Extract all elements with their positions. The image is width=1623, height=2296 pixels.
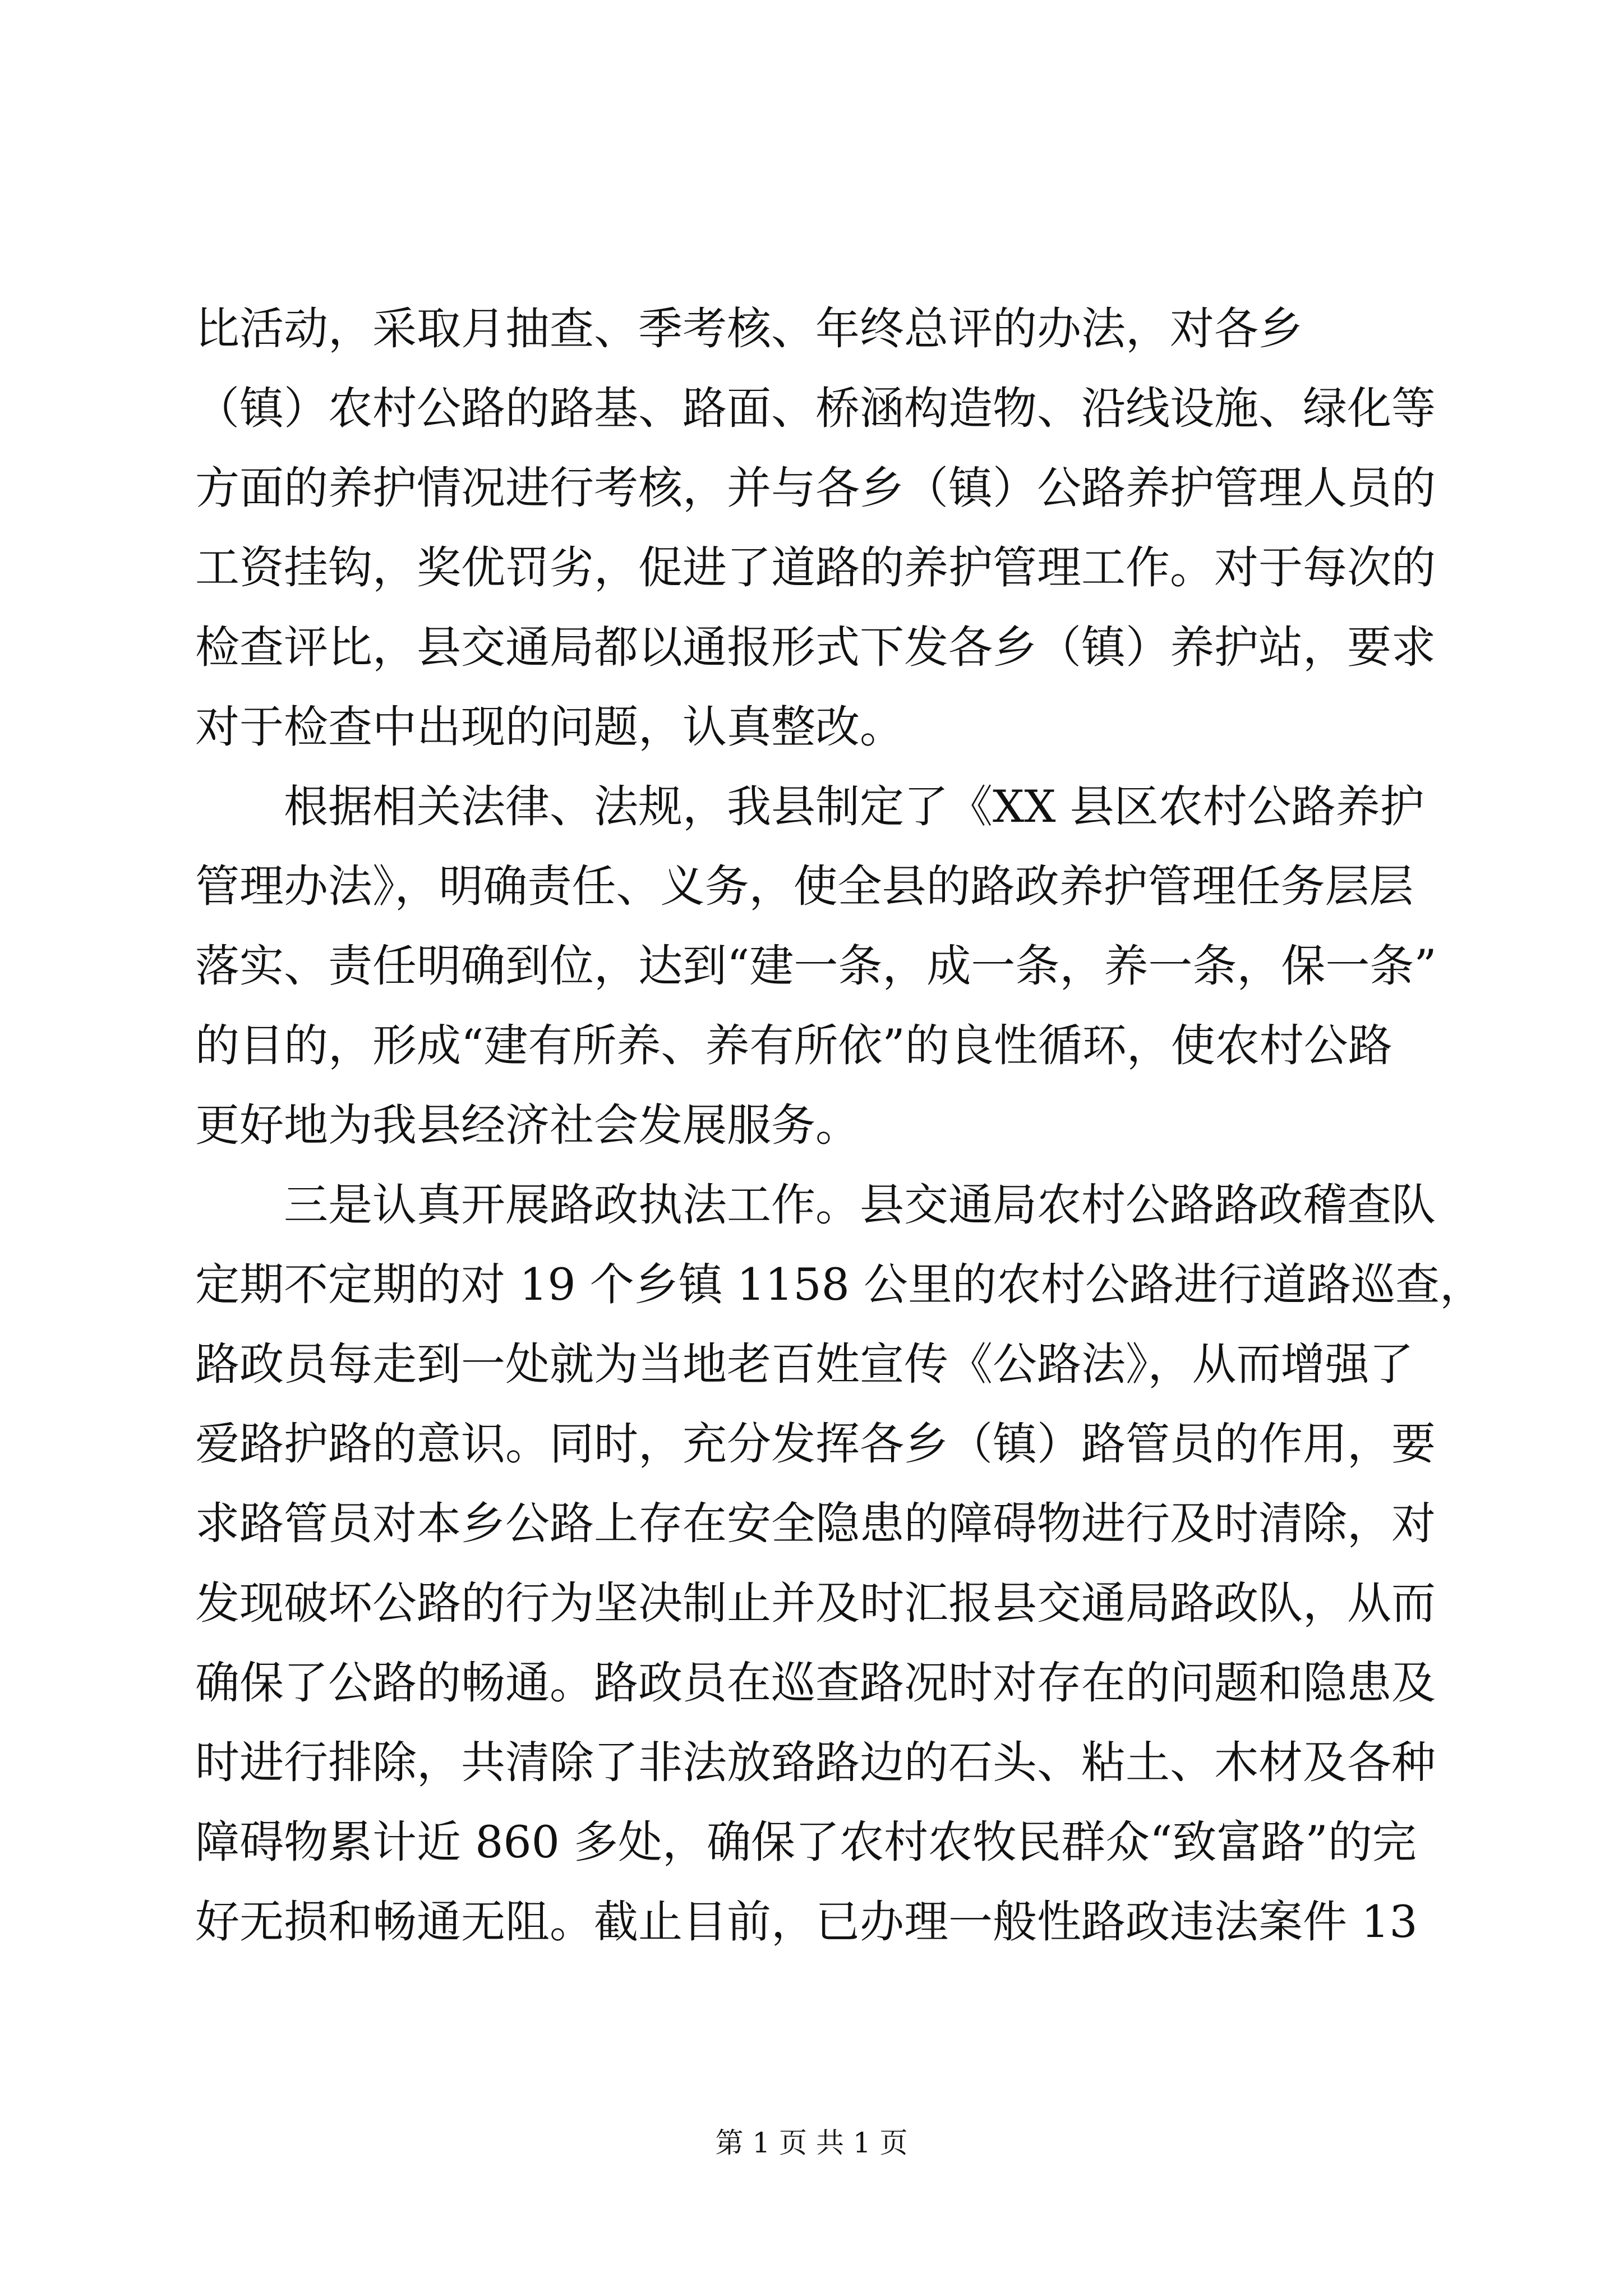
text-line: 求路管员对本乡公路上存在安全隐患的障碍物进行及时清除，对 [195,1498,1436,1549]
text-line: 路政员每走到一处就为当地老百姓宣传《公路法》，从而增强了 [195,1338,1414,1390]
paragraph-start-line: 根据相关法律、法规，我县制定了《XX 县区农村公路养护 [284,781,1424,832]
text-line: 发现破坏公路的行为坚决制止并及时汇报县交通局路政队，从而 [195,1577,1436,1629]
text-line: 对于检查中出现的问题，认真整改。 [195,701,904,753]
text-line: 好无损和畅通无阻。截止目前，已办理一般性路政违法案件 13 [195,1896,1418,1948]
text-line: 障碍物累计近 860 多处，确保了农村农牧民群众“致富路”的完 [195,1816,1417,1868]
text-line: 方面的养护情况进行考核，并与各乡（镇）公路养护管理人员的 [195,462,1436,514]
page-number-footer: 第 1 页 共 1 页 [715,2127,908,2159]
text-line: 检查评比，县交通局都以通报形式下发各乡（镇）养护站，要求 [195,622,1436,673]
text-line: 时进行排除，共清除了非法放臵路边的石头、粘土、木材及各种 [195,1737,1436,1788]
text-line: 落实、责任明确到位，达到“建一条，成一条，养一条，保一条” [195,940,1437,992]
text-line: 定期不定期的对 19 个乡镇 1158 公里的农村公路进行道路巡查， [195,1259,1484,1310]
text-line: 更好地为我县经济社会发展服务。 [195,1099,860,1151]
text-line: （镇）农村公路的路基、路面、桥涵构造物、沿线设施、绿化等 [195,383,1436,434]
text-line: 比活动，采取月抽查、季考核、年终总评的办法，对各乡 [195,303,1303,355]
text-line: 的目的，形成“建有所养、养有所依”的良性循环，使农村公路 [195,1020,1393,1071]
text-line: 确保了公路的畅通。路政员在巡查路况时对存在的问题和隐患及 [195,1657,1436,1709]
paragraph-start-line: 三是认真开展路政执法工作。县交通局农村公路路政稽查队 [284,1179,1436,1231]
text-line: 管理办法》，明确责任、义务，使全县的路政养护管理任务层层 [195,861,1414,912]
text-line: 爱路护路的意识。同时，充分发挥各乡（镇）路管员的作用，要 [195,1418,1436,1470]
text-line: 工资挂钩，奖优罚劣，促进了道路的养护管理工作。对于每次的 [195,542,1436,593]
